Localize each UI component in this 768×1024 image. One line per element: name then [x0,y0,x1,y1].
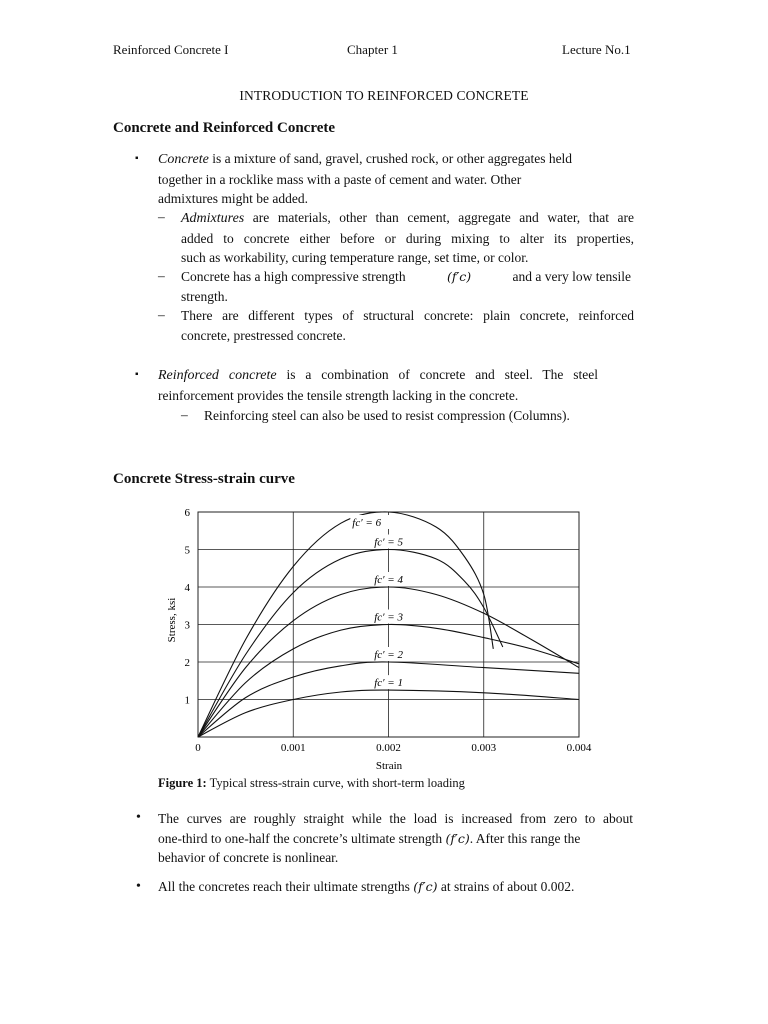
note-linear-line2b: . After this range the [469,830,581,846]
dash-bullet-icon: – [158,268,165,283]
bullet-concrete-line3: admixtures might be added. [158,191,308,207]
subbullet-compressive-line1a: Concrete has a high compressive strength [181,269,406,284]
figure-caption [158,776,465,791]
dash-bullet-icon: – [181,407,188,422]
page-title: INTRODUCTION TO REINFORCED CONCRETE [239,88,529,103]
section-heading-concrete: Concrete and Reinforced Concrete [113,120,336,136]
subbullet-types-line2: concrete, prestressed concrete. [181,327,346,343]
curve-label: fc′ = 2 [374,649,403,661]
y-tick-label: 4 [184,582,190,594]
y-axis-label: Stress, ksi [166,597,178,643]
x-tick-label: 0.004 [566,742,592,754]
subbullet-admixtures-line2: added to concrete either before or during mixing to alter its properties, [181,230,634,246]
dash-bullet-icon: – [158,307,165,322]
figure-caption-text: Typical stress-strain curve, with short-term loading [206,776,465,790]
subbullet-compressive [181,267,631,306]
subbullet-admixtures-line1: are materials, other than cement, aggregate and water, that are [244,210,634,225]
bullet-concrete-line1: is a mixture of sand, gravel, crushed rock, or other aggregates held [208,151,573,166]
bullet-reinforced-concrete [158,365,598,405]
header-course: Reinforced Concrete I [113,42,229,57]
bullet-reinforced-line1: is a combination of concrete and steel. The steel [276,367,598,382]
fc-prime-symbol: (f′c) [445,830,470,846]
y-tick-label: 3 [184,619,190,632]
header-chapter: Chapter 1 [347,42,398,57]
note-ultimate-line-a: All the concretes reach their ultimate strengths [158,879,410,894]
subbullet-admixtures-line3: such as workability, curing temperature range, set time, or color. [181,250,529,266]
subbullet-compressive-line1b: and a very low tensile [512,269,631,284]
note-ultimate-strain [158,877,638,897]
x-axis-label: Strain [375,760,403,772]
y-tick-label: 5 [184,544,190,557]
fc-prime-symbol: (f′c) [446,269,472,284]
square-bullet-icon: ▪ [135,369,139,380]
bullet-reinforced-line2: reinforcement provides the tensile strength lacking in the concrete. [158,387,519,403]
x-tick-label: 0.002 [376,742,401,754]
fc-prime-symbol: (f′c) [413,879,438,894]
curve-label: fc′ = 6 [352,517,382,529]
bullet-concrete [158,149,636,209]
note-linear-line3: behavior of concrete is nonlinear. [158,850,339,866]
figure-label: Figure 1: [158,776,207,790]
curve-label: fc′ = 3 [374,611,403,624]
y-tick-label: 1 [184,694,190,707]
dash-bullet-icon: – [158,209,165,224]
dot-bullet-icon: • [136,879,141,894]
term-admixtures: Admixtures [181,211,245,226]
header-lecture: Lecture No.1 [562,42,631,57]
subbullet-types-line1: There are different types of structural concrete: plain concrete, reinforced [181,308,634,323]
curve-label: fc′ = 1 [374,677,403,690]
section-heading-stress-strain: Concrete Stress-strain curve [113,471,295,487]
bullet-concrete-line2: together in a rocklike mass with a paste of cement and water. Other [158,171,522,187]
stress-strain-chart [150,500,610,772]
term-concrete: Concrete [158,152,209,167]
note-linear-range [158,809,633,868]
dot-bullet-icon: • [136,810,141,825]
x-tick-label: 0.001 [280,742,306,754]
y-tick-label: 2 [184,657,190,669]
y-tick-label: 6 [184,507,190,519]
subbullet-types [181,306,634,345]
curve-label: fc′ = 4 [374,574,403,586]
subbullet-admixtures [181,208,634,268]
term-reinforced-concrete: Reinforced concrete [158,368,277,383]
note-ultimate-line-b: at strains of about 0.002. [440,879,575,894]
note-linear-line2a: one-third to one-half the concrete’s ultimate strength [158,830,443,846]
subbullet-compressive-line2: strength. [181,288,228,304]
curve-label: fc′ = 5 [374,536,403,549]
subbullet-compression: Reinforcing steel can also be used to resist compression (Columns). [204,408,570,423]
x-tick-label: 0.003 [471,742,497,754]
x-tick-label: 0 [195,742,201,754]
square-bullet-icon: ▪ [135,153,139,164]
note-linear-line1: The curves are roughly straight while the load is increased from zero to about [158,811,633,826]
